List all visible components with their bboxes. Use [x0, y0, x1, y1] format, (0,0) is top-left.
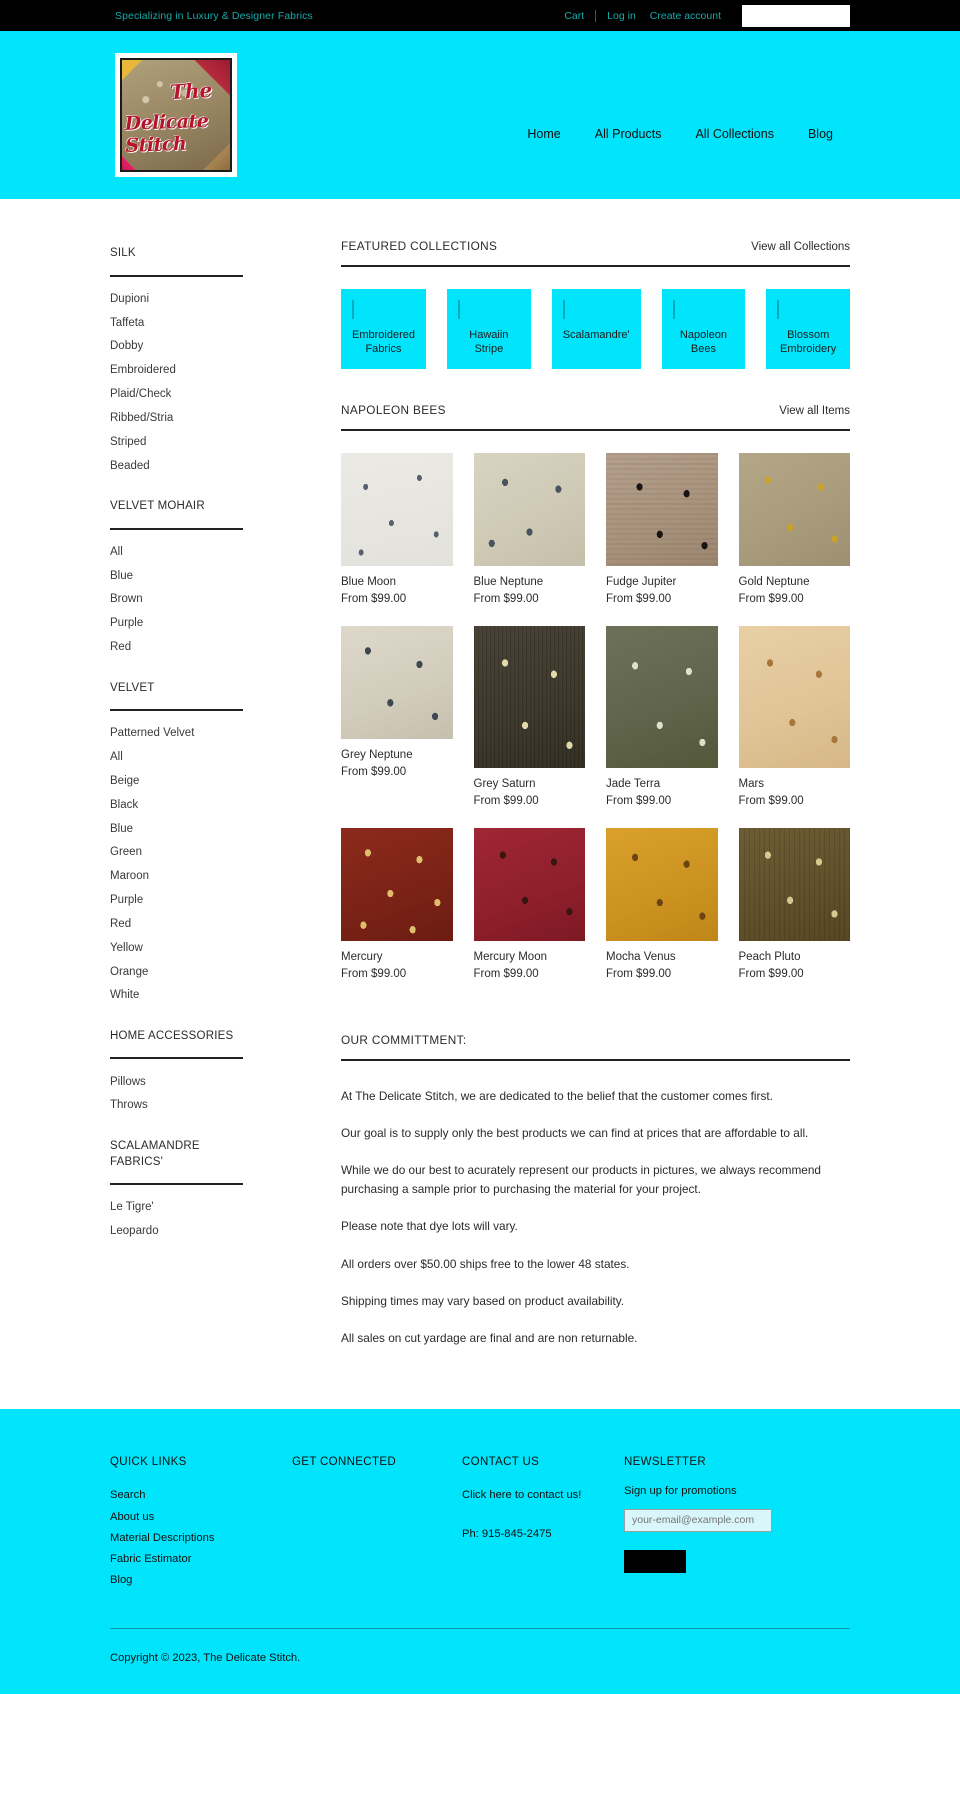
sidebar-item-taffeta[interactable]: Taffeta: [110, 316, 145, 329]
collection-label: Napoleon Bees: [679, 329, 727, 356]
nav-item-all-products[interactable]: All Products: [594, 127, 662, 141]
divider: [341, 1059, 850, 1061]
sidebar-item-maroon[interactable]: Maroon: [110, 870, 149, 883]
product-image: [474, 453, 586, 566]
product-card-mocha-venus[interactable]: [606, 828, 718, 980]
product-title: Mars: [738, 778, 765, 791]
main-navigation: [510, 127, 850, 141]
page-body: [0, 199, 960, 1366]
product-card-mars[interactable]: [739, 626, 851, 807]
sidebar-item-red[interactable]: Red: [110, 917, 132, 930]
sidebar-item-yellow[interactable]: Yellow: [110, 941, 143, 954]
view-all-collections-link[interactable]: View all Collections: [751, 241, 850, 253]
sidebar-group-title: VELVET MOHAIR: [110, 500, 205, 513]
footer-column-contact-us: [462, 1456, 624, 1591]
sidebar-item-dupioni[interactable]: Dupioni: [110, 292, 149, 305]
product-card-mercury-moon[interactable]: [474, 828, 586, 980]
sidebar-group-title: VELVET: [110, 681, 155, 694]
divider: [341, 429, 850, 431]
sidebar-item-green[interactable]: Green: [110, 846, 142, 859]
product-price: From $99.00: [341, 766, 407, 779]
sidebar-group-title: SILK: [110, 247, 136, 259]
collection-card-embroidered-fabrics[interactable]: [341, 289, 426, 369]
sidebar-group-scalamandre-fabrics: [110, 1139, 243, 1244]
product-price: From $99.00: [341, 967, 407, 980]
hawaiin-stripe-swatch: [458, 300, 460, 319]
sidebar-group-silk: [110, 246, 243, 478]
product-card-peach-pluto[interactable]: [739, 828, 851, 980]
product-image: [739, 453, 851, 566]
product-title: Mocha Venus: [606, 951, 676, 964]
napoleon-bees-header: [341, 403, 850, 429]
cart-link[interactable]: Cart: [564, 9, 585, 22]
footer-column-get-connected: [292, 1456, 462, 1591]
commitment-section: [341, 1033, 850, 1348]
sidebar-item-brown[interactable]: Brown: [110, 593, 143, 606]
sidebar-item-leopardo[interactable]: Leopardo: [110, 1225, 159, 1238]
product-image: [341, 626, 453, 739]
collection-label: Blossom Embroidery: [780, 329, 837, 356]
sidebar-item-throws[interactable]: Throws: [110, 1099, 148, 1112]
product-image: [606, 453, 718, 566]
collection-card-blossom-embroidery[interactable]: [766, 289, 850, 369]
footer-column-quick-links: [110, 1456, 292, 1591]
sidebar-item-white[interactable]: White: [110, 989, 140, 1002]
product-image: [341, 453, 453, 566]
product-title: Blue Moon: [341, 576, 396, 589]
product-grid: [341, 453, 850, 1001]
newsletter-note: Sign up for promotions: [624, 1484, 737, 1497]
commitment-paragraph: At The Delicate Stitch, we are dedicated to the belief that the customer comes first.: [341, 1088, 773, 1103]
scalamandre-swatch: [563, 300, 565, 319]
footer-column-title: GET CONNECTED: [292, 1455, 397, 1468]
sidebar-item-embroidered[interactable]: Embroidered: [110, 364, 176, 377]
footer-link-blog[interactable]: Blog: [110, 1574, 133, 1587]
category-sidebar: [110, 239, 243, 1265]
commitment-header: [341, 1033, 850, 1059]
footer-column-title: CONTACT US: [462, 1455, 540, 1468]
sidebar-group-home-accessories: [110, 1029, 243, 1118]
embroidered-fabrics-swatch: [352, 300, 354, 319]
divider: [110, 709, 243, 711]
announcement-bar: [0, 0, 960, 31]
collection-card-hawaiin-stripe[interactable]: [447, 289, 531, 369]
footer-column-title: NEWSLETTER: [624, 1455, 707, 1468]
nav-item-blog[interactable]: Blog: [807, 127, 833, 141]
sidebar-item-all[interactable]: All: [110, 545, 123, 558]
sidebar-item-plaid-check[interactable]: Plaid/Check: [110, 388, 172, 401]
sidebar-item-striped[interactable]: Striped: [110, 435, 147, 448]
product-image: [341, 828, 453, 941]
product-card-jade-terra[interactable]: [606, 626, 718, 807]
newsletter-email-input[interactable]: [624, 1509, 772, 1532]
search-input[interactable]: [742, 5, 850, 27]
login-link[interactable]: Log in: [607, 9, 636, 22]
product-title: Grey Neptune: [341, 749, 413, 762]
collection-label: Scalamandre': [562, 329, 630, 341]
product-image: [474, 828, 586, 941]
collection-card-napoleon-bees[interactable]: [662, 289, 746, 369]
product-price: From $99.00: [738, 795, 804, 808]
product-image: [606, 626, 718, 768]
newsletter-subscribe-button[interactable]: [624, 1550, 686, 1573]
product-image: [739, 626, 851, 768]
product-title: Peach Pluto: [738, 951, 801, 964]
sidebar-group-velvet: [110, 681, 243, 1008]
sidebar-item-blue[interactable]: Blue: [110, 822, 134, 835]
product-price: From $99.00: [473, 593, 539, 606]
commitment-paragraph: Please note that dye lots will vary.: [341, 1219, 518, 1234]
site-header: [0, 31, 960, 199]
divider: [110, 275, 243, 277]
sidebar-item-beige[interactable]: Beige: [110, 775, 140, 788]
product-card-grey-saturn[interactable]: [474, 626, 586, 807]
collection-label: Hawaiin Stripe: [469, 329, 509, 356]
product-title: Mercury: [341, 951, 383, 964]
product-card-blue-moon[interactable]: [341, 453, 453, 605]
view-all-items-link[interactable]: View all Items: [779, 405, 850, 418]
product-price: From $99.00: [473, 795, 539, 808]
product-price: From $99.00: [738, 967, 804, 980]
product-card-fudge-jupiter[interactable]: [606, 453, 718, 605]
footer-columns: [110, 1456, 850, 1591]
product-card-mercury[interactable]: [341, 828, 453, 980]
sidebar-group-title: SCALAMANDRE FABRICS': [110, 1140, 200, 1168]
sidebar-group-title: HOME ACCESSORIES: [110, 1029, 234, 1042]
sidebar-item-purple[interactable]: Purple: [110, 617, 144, 630]
product-price: From $99.00: [606, 967, 672, 980]
footer-link-fabric-estimator[interactable]: Fabric Estimator: [110, 1553, 192, 1565]
sidebar-item-all[interactable]: All: [110, 751, 123, 764]
contact-phone: Ph: 915-845-2475: [462, 1528, 552, 1541]
nav-item-all-collections[interactable]: All Collections: [695, 127, 774, 141]
commitment-paragraph: All orders over $50.00 ships free to the lower 48 states.: [341, 1256, 630, 1271]
create-account-link[interactable]: Create account: [649, 9, 721, 22]
product-price: From $99.00: [606, 795, 672, 808]
product-price: From $99.00: [606, 593, 672, 606]
product-card-gold-neptune[interactable]: [739, 453, 851, 605]
product-image: [739, 828, 851, 941]
featured-collections-row: [341, 289, 850, 369]
footer-link-search[interactable]: Search: [110, 1489, 146, 1502]
divider: [110, 1183, 243, 1185]
product-image: [474, 626, 586, 768]
section-title: OUR COMMITTMENT:: [341, 1032, 467, 1047]
account-links: [557, 0, 850, 31]
sidebar-item-beaded[interactable]: Beaded: [110, 459, 150, 472]
announcement-text: Specializing in Luxury & Designer Fabrics: [115, 9, 313, 22]
commitment-paragraph: All sales on cut yardage are final and are non returnable.: [341, 1330, 638, 1345]
nav-item-home[interactable]: Home: [527, 127, 561, 141]
product-image: [606, 828, 718, 941]
divider: [110, 528, 243, 530]
sidebar-item-le-tigre[interactable]: Le Tigre': [110, 1201, 154, 1214]
sidebar-item-dobby[interactable]: Dobby: [110, 340, 144, 353]
footer-column-newsletter: [624, 1456, 850, 1591]
product-card-grey-neptune[interactable]: [341, 626, 453, 807]
section-title: FEATURED COLLECTIONS: [341, 239, 498, 253]
section-title: NAPOLEON BEES: [341, 403, 446, 418]
sidebar-group-velvet-mohair: [110, 499, 243, 660]
commitment-paragraph: Our goal is to supply only the best products we can find at prices that are affordable to all.: [341, 1126, 809, 1141]
divider: [341, 265, 850, 267]
product-title: Blue Neptune: [473, 576, 544, 589]
collection-card-scalamandre[interactable]: [552, 289, 641, 369]
site-logo[interactable]: [115, 53, 237, 177]
commitment-paragraph: Shipping times may vary based on product availability.: [341, 1293, 625, 1308]
product-title: Grey Saturn: [473, 778, 536, 791]
sidebar-item-purple[interactable]: Purple: [110, 894, 144, 907]
product-title: Gold Neptune: [738, 576, 810, 589]
product-title: Mercury Moon: [473, 951, 547, 964]
sidebar-item-blue[interactable]: Blue: [110, 569, 134, 582]
sidebar-item-pillows[interactable]: Pillows: [110, 1075, 146, 1088]
footer-link-about-us[interactable]: About us: [110, 1510, 155, 1523]
site-footer: [0, 1409, 960, 1694]
blossom-embroidery-swatch: [777, 300, 779, 319]
collection-label: Embroidered Fabrics: [352, 329, 415, 356]
divider: [595, 10, 596, 22]
sidebar-item-ribbed-stria[interactable]: Ribbed/Stria: [110, 411, 174, 424]
commitment-paragraph: While we do our best to acurately represent our products in pictures, we always recommend purchasing a sample prior to purchasing the material for your project.: [341, 1163, 821, 1197]
product-price: From $99.00: [341, 593, 407, 606]
logo-image: [120, 58, 232, 172]
main-content: [243, 239, 850, 1366]
footer-link-material-descriptions[interactable]: Material Descriptions: [110, 1531, 215, 1544]
product-card-blue-neptune[interactable]: [474, 453, 586, 605]
footer-column-title: QUICK LINKS: [110, 1455, 187, 1468]
divider: [110, 1057, 243, 1059]
product-price: From $99.00: [473, 967, 539, 980]
product-price: From $99.00: [738, 593, 804, 606]
sidebar-item-red[interactable]: Red: [110, 641, 132, 654]
featured-collections-header: [341, 239, 850, 265]
sidebar-item-black[interactable]: Black: [110, 798, 139, 811]
product-title: Fudge Jupiter: [606, 576, 677, 589]
product-title: Jade Terra: [606, 778, 661, 791]
copyright-text: Copyright © 2023, The Delicate Stitch.: [110, 1651, 301, 1664]
sidebar-item-orange[interactable]: Orange: [110, 965, 149, 978]
napoleon-bees-swatch: [673, 300, 675, 319]
contact-us-link[interactable]: Click here to contact us!: [462, 1489, 582, 1502]
sidebar-item-patterned-velvet[interactable]: Patterned Velvet: [110, 727, 195, 740]
